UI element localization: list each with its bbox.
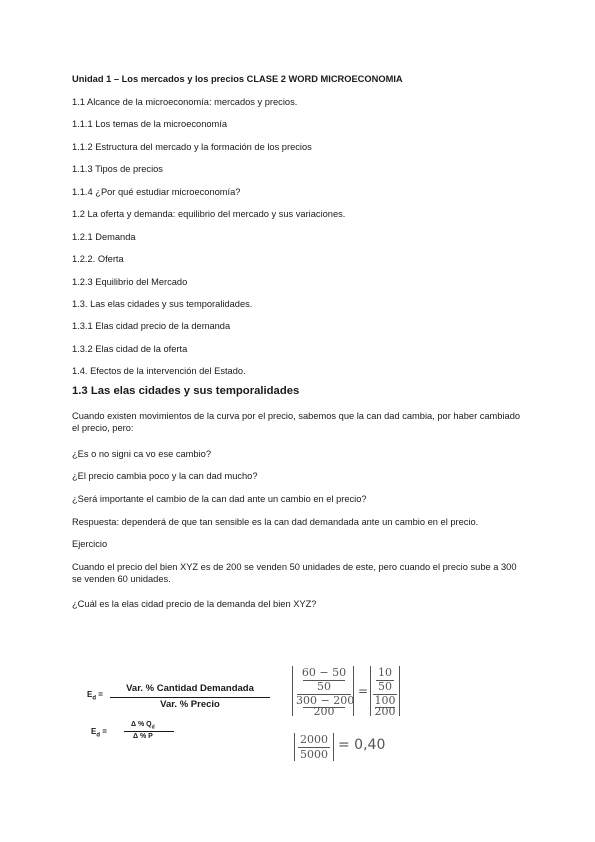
abs-bar <box>399 666 400 716</box>
body-paragraph: Cuando existen movimientos de la curva por el precio, sabemos que la can dad cambia, por haber cambiado el precio, pero: <box>72 411 521 433</box>
section-heading: 1.3 Las elas cidades y sus temporalidades <box>72 385 300 397</box>
calc-r-d1: 50 <box>378 680 392 693</box>
abs-bar <box>292 666 293 716</box>
toc-item: 1.1.3 Tipos de precios <box>72 164 163 174</box>
toc-item: 1.3. Las elas cidades y sus temporalidades. <box>72 299 253 309</box>
toc-item: 1.3.2 Elas cidad de la oferta <box>72 344 188 354</box>
calc-n1: 60 − 50 <box>301 666 347 679</box>
abs-bar <box>333 733 334 761</box>
final-numerator: 2000 <box>300 733 328 746</box>
abs-bar <box>353 666 354 716</box>
fraction-line <box>124 731 174 732</box>
formula-denominator: Var. % Precio <box>160 699 220 710</box>
exercise-question: ¿Cuál es la elas cidad precio de la demanda del bien XYZ? <box>72 599 317 609</box>
calc-r-d2: 200 <box>374 705 396 718</box>
toc-item: 1.1.1 Los temas de la microeconomía <box>72 119 228 129</box>
toc-item: 1.1.2 Estructura del mercado y la formación de los precios <box>72 142 312 152</box>
delta-numerator: Δ % $Q_d$ <box>131 721 155 731</box>
toc-item: 1.1 Alcance de la microeconomía: mercados y precios. <box>72 97 298 107</box>
equals-sign: = <box>358 684 369 698</box>
answer-line: Respuesta: dependerá de que tan sensible es la can dad demandada ante un cambio en el precio. <box>72 517 479 527</box>
fraction-line <box>110 697 270 698</box>
ed-symbol-2: $E_d$ = <box>91 727 107 739</box>
question-line: ¿Es o no signi ca vo ese cambio? <box>72 449 212 459</box>
abs-bar <box>294 733 295 761</box>
calc-n2: 300 − 200 <box>296 694 355 707</box>
toc-item: 1.1.4 ¿Por qué estudiar microeconomía? <box>72 187 241 197</box>
elasticity-result: = 0,40 <box>338 737 386 753</box>
document-title: Unidad 1 – Los mercados y los precios CLASE 2 WORD MICROECONOMIA <box>72 74 403 84</box>
toc-item: 1.2 La oferta y demanda: equilibrio del mercado y sus variaciones. <box>72 209 346 219</box>
toc-item: 1.2.1 Demanda <box>72 232 136 242</box>
question-line: ¿Será importante el cambio de la can dad ante un cambio en el precio? <box>72 494 367 504</box>
exercise-text: Cuando el precio del bien XYZ es de 200 se venden 50 unidades de este, pero cuando el precio sube a 300 se venden 60 unidades. <box>72 562 517 584</box>
final-denominator: 5000 <box>300 748 328 761</box>
delta-denominator: Δ % P <box>133 733 153 740</box>
calc-d2: 200 <box>313 705 335 718</box>
calc-r-n2: 100 <box>374 694 396 707</box>
exercise-label: Ejercicio <box>72 539 108 549</box>
question-line: ¿El precio cambia poco y la can dad mucho? <box>72 471 258 481</box>
calc-r-n1: 10 <box>378 666 392 679</box>
toc-item: 1.4. Efectos de la intervención del Estado. <box>72 366 246 376</box>
abs-bar <box>370 666 371 716</box>
toc-item: 1.2.2. Oferta <box>72 254 124 264</box>
ed-symbol: $E_d$ = <box>87 690 103 702</box>
toc-item: 1.2.3 Equilibrio del Mercado <box>72 277 188 287</box>
calc-d1: 50 <box>317 680 331 693</box>
formula-numerator: Var. % Cantidad Demandada <box>126 683 254 694</box>
toc-item: 1.3.1 Elas cidad precio de la demanda <box>72 321 231 331</box>
